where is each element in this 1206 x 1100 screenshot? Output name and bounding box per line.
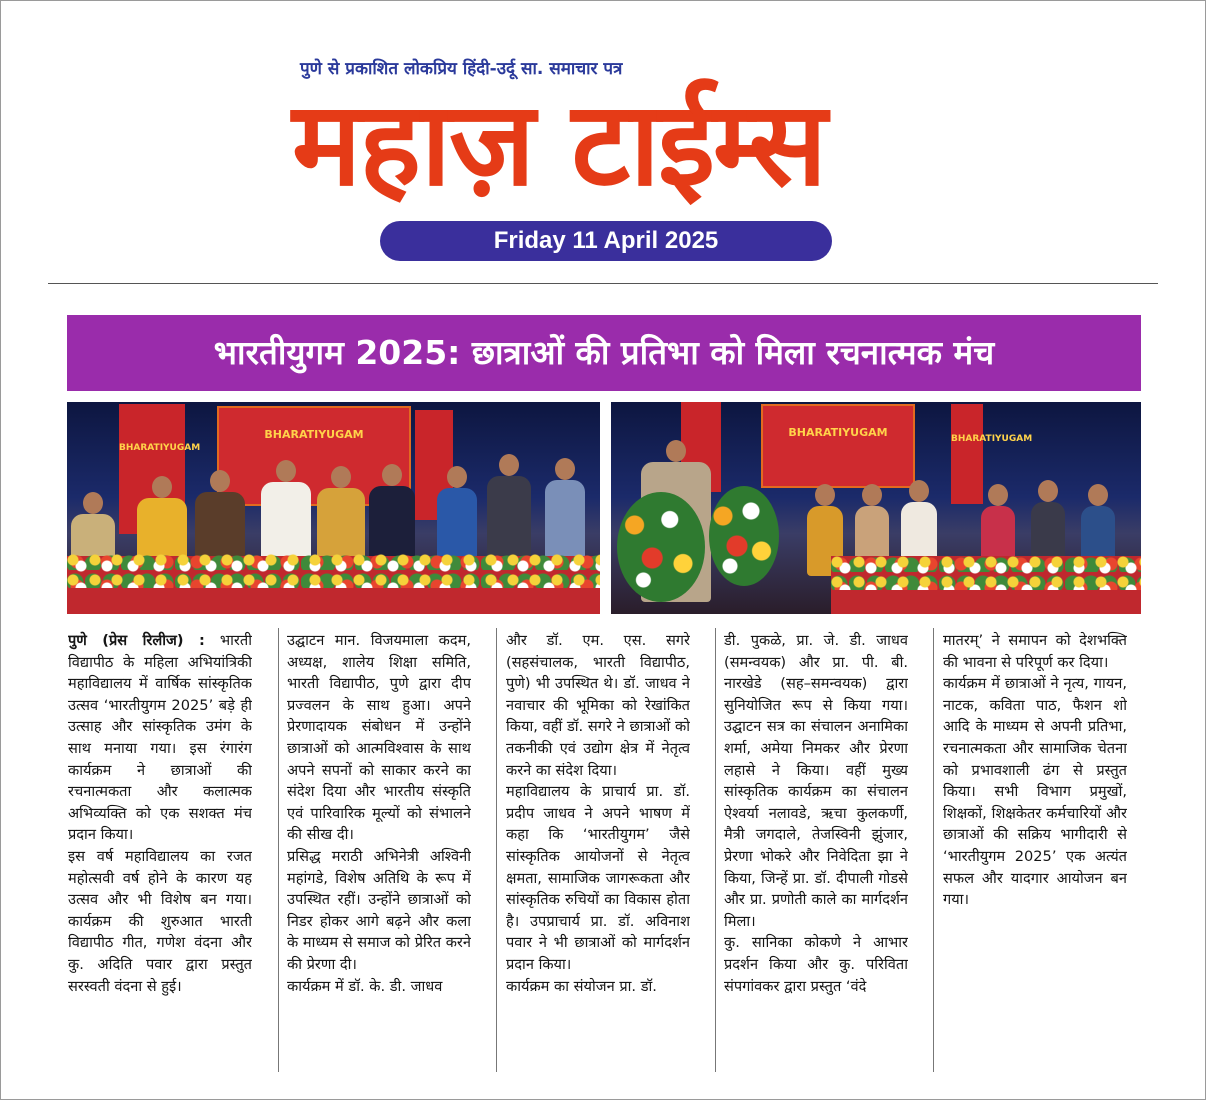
column-divider — [715, 628, 716, 1072]
event-photo-right — [611, 402, 1141, 614]
article-paragraph: कु. सानिका कोकणे ने आभार प्रदर्शन किया और कु. परिविता संपगांवकर द्वारा प्रस्तुत ‘वंदे — [724, 934, 908, 995]
event-banner-text: BHARATIYUGAM — [119, 443, 201, 453]
article-headline: भारतीयुगम 2025: छात्राओं की प्रतिभा को मिला रचनात्मक मंच — [67, 315, 1141, 391]
masthead-title: महाज़ टाईम्स — [292, 77, 826, 212]
event-banner-text: BHARATIYUGAM — [951, 434, 1033, 444]
masthead-divider — [48, 283, 1158, 284]
article-paragraph: महाविद्यालय के प्राचार्य प्रा. डॉ. प्रदीप जाधव ने अपने भाषण में कहा कि ‘भारतीयुगम’ जैसे सांस्कृतिक आयोजनों से नेतृत्व क्षमता, सामाजिक जागरूकता और सांस्कृतिक रुचियों का विकास होता है। उपप्राचार्य प्रा. डॉ. अविनाश पवार ने भी छात्राओं को मार्गदर्शन प्रदान किया। — [506, 783, 690, 973]
flower-bouquet — [709, 486, 779, 586]
article-column-4 — [724, 630, 908, 1080]
article-paragraph: कार्यक्रम में डॉ. के. डी. जाधव — [287, 977, 443, 995]
flower-decoration — [67, 552, 600, 588]
article-paragraph: प्रसिद्ध मराठी अभिनेत्री अश्विनी महांगडे, विशेष अतिथि के रूप में उपस्थित रहीं। उन्होंने छात्राओं को निडर होकर आगे बढ़ने और कला के माध्यम से समाज को प्रेरित करने की प्रेरणा दी। — [287, 847, 471, 973]
event-banner-right — [951, 404, 1033, 504]
article-column-2 — [287, 630, 471, 1080]
article-paragraph: और डॉ. एम. एस. सगरे (सहसंचालक, भारती विद्यापीठ, पुणे) भी उपस्थित थे। डॉ. जाधव ने नवाचार की भूमिका को रेखांकित किया, वहीं डॉ. सगरे ने छात्राओं को तकनीकी एवं उद्योग क्षेत्र में नेतृत्व करने का संदेश दिया। — [506, 632, 690, 779]
stage-screen-text: BHARATIYUGAM — [788, 426, 888, 439]
article-paragraph: कार्यक्रम का संयोजन प्रा. डॉ. — [506, 977, 657, 995]
article-paragraph: इस वर्ष महाविद्यालय का रजत महोत्सवी वर्ष होने के कारण यह उत्सव और भी विशेष बन गया। कार्यक्रम की शुरुआत भारती विद्यापीठ गीत, गणेश वंदना और कु. अदिति पवार द्वारा प्रस्तुत सरस्वती वंदना से हुई। — [68, 847, 252, 995]
flower-decoration — [831, 554, 1141, 590]
masthead-tagline: पुणे से प्रकाशित लोकप्रिय हिंदी-उर्दू सा. समाचार पत्र — [300, 59, 623, 79]
article-paragraph: मातरम्’ ने समापन को देशभक्ति की भावना से परिपूर्ण कर दिया। — [943, 632, 1127, 671]
article-dateline: पुणे (प्रेस रिलीज) : — [68, 632, 205, 649]
event-photo-left — [67, 402, 600, 614]
article-paragraph: भारती विद्यापीठ के महिला अभियांत्रिकी महाविद्यालय में वार्षिक सांस्कृतिक उत्सव ‘भारतीयुगम 2025’ बड़े ही उत्साह और सांस्कृतिक उमंग के साथ मनाया गया। इस रंगारंग कार्यक्रम ने छात्राओं की रचनात्मकता और कलात्मक अभिव्यक्ति को एक सशक्त मंच प्रदान किया। — [68, 632, 252, 844]
flower-bouquet — [617, 492, 705, 602]
stage-screen-right — [761, 404, 915, 488]
column-divider — [496, 628, 497, 1072]
issue-date-badge: Friday 11 April 2025 — [380, 221, 832, 261]
article-column-1 — [68, 630, 252, 1080]
column-divider — [278, 628, 279, 1072]
article-column-5 — [943, 630, 1127, 1080]
article-column-3 — [506, 630, 690, 1080]
stage-screen-text: BHARATIYUGAM — [264, 428, 364, 441]
column-divider — [933, 628, 934, 1072]
article-paragraph: कार्यक्रम में छात्राओं ने नृत्य, गायन, नाटक, कविता पाठ, फैशन शो आदि के माध्यम से अपनी प्रतिभा, रचनात्मकता और सामाजिक चेतना को प्रभावशाली ढंग से प्रस्तुत किया। सभी विभाग प्रमुखों, शिक्षकों, शिक्षकेतर कर्मचारियों और छात्राओं की सक्रिय भागीदारी से ‘भारतीयुगम 2025’ एक अत्यंत सफल और यादगार आयोजन बन गया। — [943, 675, 1127, 909]
article-paragraph: डी. पुकळे, प्रा. जे. डी. जाधव (समन्वयक) और प्रा. पी. बी. नारखेडे (सह–समन्वयक) द्वारा सुनियोजित रूप से किया गया। उद्घाटन सत्र का संचालन अनामिका शर्मा, अमेया निमकर और प्रेरणा लहासे ने किया। वहीं मुख्य सांस्कृतिक कार्यक्रम का संचालन ऐश्वर्या नलावडे, ऋचा कुलकर्णी, मैत्री जगदाले, तेजस्विनी झुंजार, प्रेरणा भोकरे और निवेदिता झा ने किया, जिन्हें प्रा. डॉ. दीपाली गोडसे और प्रा. प्रणोती काले का मार्गदर्शन मिला। — [724, 632, 908, 930]
article-paragraph: उद्घाटन मान. विजयमाला कदम, अध्यक्ष, शालेय शिक्षा समिति, भारती विद्यापीठ, पुणे द्वारा दीप प्रज्वलन के साथ हुआ। अपने प्रेरणादायक संबोधन में उन्होंने छात्राओं को आत्मविश्वास के साथ अपने सपनों को साकार करने का संदेश दिया और भारतीय संस्कृति एवं पारिवारिक मूल्यों को संभालने की सीख दी। — [287, 632, 471, 844]
